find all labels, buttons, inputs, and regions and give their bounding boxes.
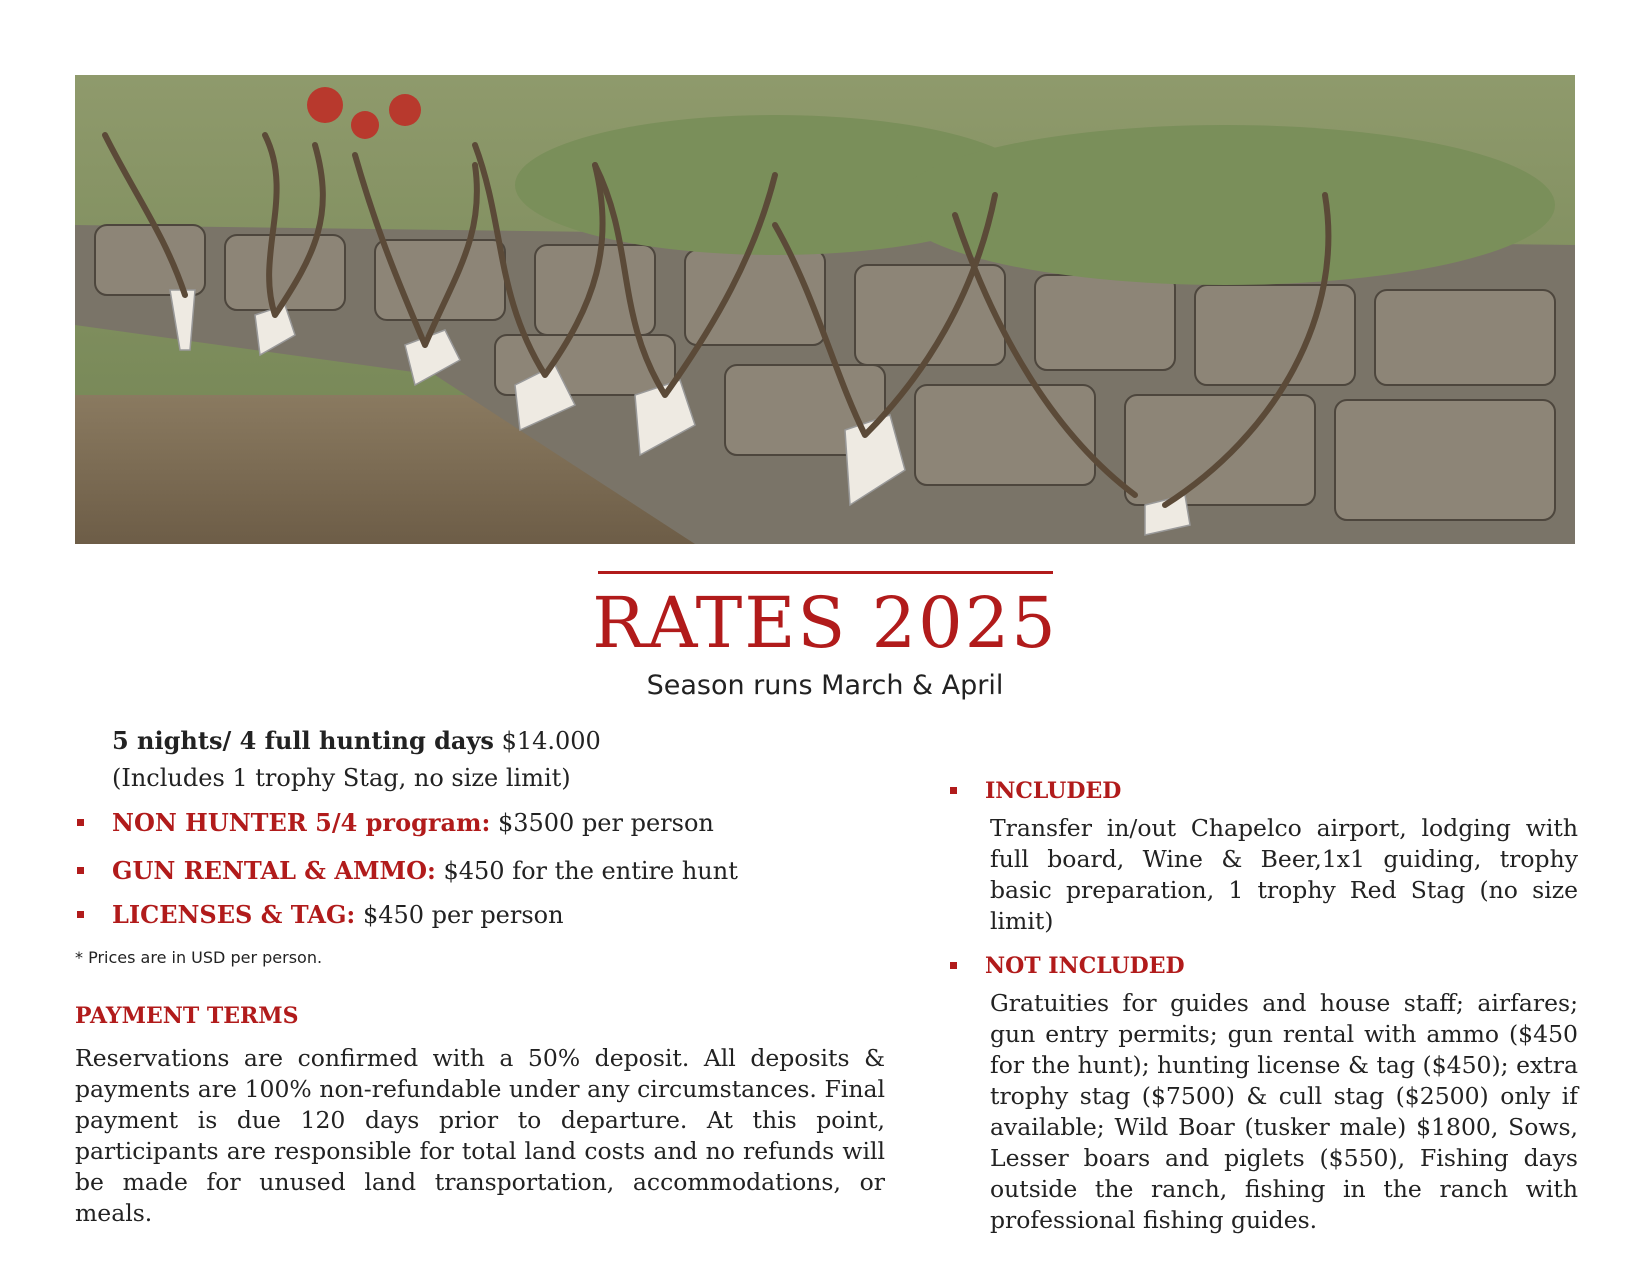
rate-item-label: NON HUNTER 5/4 program: (112, 808, 491, 837)
rate-item-gun-rental (75, 853, 885, 889)
hero-photo (75, 75, 1575, 544)
payment-terms-text: Reservations are confirmed with a 50% deposit. All deposits & payments are 100% non-refundable under any circumstances. Final payment is due 120 days prior to departure. At this point, participants are responsible for total land costs and no refunds will be made for unused land transportation, accommodations, or meals. (75, 1044, 885, 1227)
main-rate-label: 5 nights/ 4 full hunting days (112, 726, 494, 755)
included-text: Transfer in/out Chapelco airport, lodging with full board, Wine & Beer,1x1 guiding, trophy basic preparation, 1 trophy Red Stag (no size limit) (990, 814, 1578, 935)
main-rate-price: $14.000 (501, 727, 601, 755)
hero-photo-illustration (75, 75, 1575, 544)
rate-item-value: $450 per person (362, 901, 564, 929)
rate-item-label: GUN RENTAL & AMMO: (112, 856, 436, 885)
payment-terms-heading: PAYMENT TERMS (75, 1003, 299, 1029)
bullet-icon (77, 819, 84, 826)
bullet-icon (77, 867, 84, 874)
not-included-heading-row (948, 951, 1578, 982)
rate-item-non-hunter (75, 805, 885, 841)
main-rate-note: (Includes 1 trophy Stag, no size limit) (112, 764, 571, 792)
left-column (75, 722, 885, 1229)
price-footnote: * Prices are in USD per person. (75, 948, 323, 967)
rate-item-label: LICENSES & TAG: (112, 900, 356, 929)
included-heading-row (948, 776, 1578, 807)
included-heading: INCLUDED (985, 778, 1122, 804)
rate-item-licenses (75, 897, 885, 933)
bullet-icon (950, 787, 957, 794)
page-title: RATES 2025 (592, 582, 1058, 664)
title-rule (598, 571, 1053, 574)
rate-item-value: $3500 per person (497, 809, 714, 837)
rate-item-value: $450 for the entire hunt (443, 857, 738, 885)
page-subtitle: Season runs March & April (646, 670, 1004, 701)
bullet-icon (950, 962, 957, 969)
right-column (948, 776, 1578, 1236)
not-included-heading: NOT INCLUDED (985, 953, 1185, 979)
not-included-text: Gratuities for guides and house staff; airfares; gun entry permits; gun rental with ammo ($450 for the hunt); hunting license & tag ($450); extra trophy stag ($7500) & cull stag ($2500) only if available; Wild Boar (tusker male) $1800, Sows, Lesser boars and piglets ($550), Fishing days outside the ranch, fishing in the ranch with professional fishing guides. (990, 989, 1578, 1234)
main-rate (75, 722, 885, 797)
bullet-icon (77, 911, 84, 918)
